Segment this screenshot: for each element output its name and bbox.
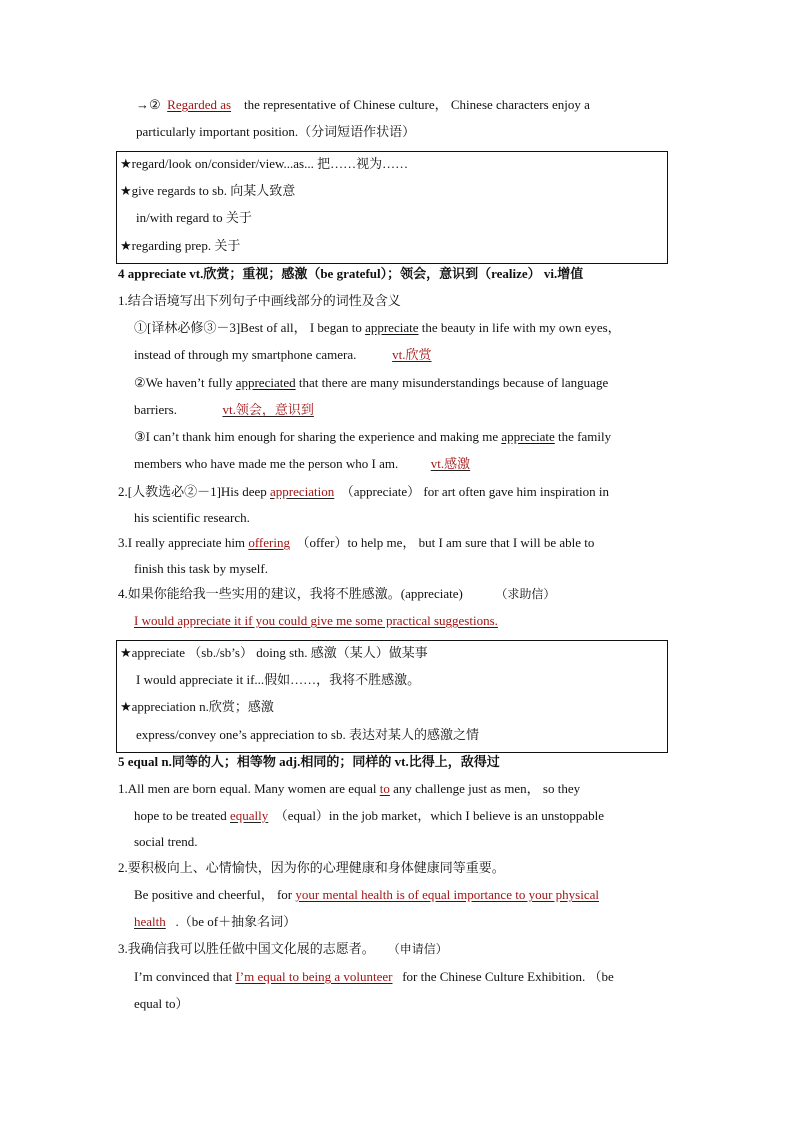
note-box-appreciate (116, 640, 668, 753)
s4-q1c-line2: members who have made me the person who I am. vt.感激 (134, 456, 471, 471)
letter-type-tag: （求助信） (495, 587, 556, 601)
answer-s5-q2-health: health (134, 914, 166, 929)
s4-q1b-line2: barriers. vt.领会，意识到 (134, 402, 314, 417)
section-4-heading: 4 appreciate vt.欣赏；重视；感激（be grateful）；领会，意识到（realize） vi.增值 (118, 266, 584, 281)
underlined-word: appreciate (365, 320, 419, 335)
underlined-word: appreciate (501, 429, 555, 444)
box2-line-4: express/convey one’s appreciation to sb. 表达对某人的感激之情 (136, 727, 479, 742)
answer-q3: offering (248, 535, 290, 550)
answer-regarded-as: Regarded as (167, 97, 232, 112)
box1-line-1: ★regard/look on/consider/view...as... 把……视为…… (120, 156, 409, 171)
s4-q1-title: 1.结合语境写出下列句子中画线部分的词性及含义 (118, 293, 401, 308)
s4-q3: 3.I really appreciate him offering （offer）to help me， but I am sure that I will be able to (118, 535, 595, 550)
s5-q1-line3: social trend. (134, 834, 198, 849)
s5-q2-line3: health .（be of＋抽象名词） (134, 914, 297, 929)
s5-q3: 3.我确信我可以胜任做中国文化展的志愿者。 （申请信） (118, 941, 448, 956)
answer-q2: appreciation (270, 484, 335, 499)
top-line-2: particularly important position.（分词短语作状语） (136, 124, 416, 139)
s4-q2-line2: his scientific research. (134, 510, 250, 525)
s4-q1b: ②We haven’t fully appreciated that there are many misunderstandings because of language (134, 375, 609, 390)
box1-line-3: in/with regard to 关于 (136, 210, 252, 225)
arrow-prefix: →② (136, 97, 161, 112)
answer-s5-q1: to (379, 781, 390, 796)
answer-s5-q3: I’m equal to being a volunteer (235, 969, 393, 984)
underlined-word: appreciated (235, 375, 296, 390)
s5-q2: 2.要积极向上、心情愉快，因为你的心理健康和身体健康同等重要。 (118, 860, 505, 875)
top-line-1 (136, 97, 590, 113)
box2-line-1: ★appreciate （sb./sb’s） doing sth. 感激（某人）做某事 (120, 645, 428, 660)
s4-q3-line2: finish this task by myself. (134, 561, 268, 576)
s5-q2-line2: Be positive and cheerful， for your mental health is of equal importance to your physical (134, 887, 599, 902)
box2-line-3: ★appreciation n.欣赏；感激 (120, 699, 274, 714)
s4-q4-answer-line (134, 613, 498, 629)
s4-q4: 4.如果你能给我一些实用的建议，我将不胜感激。(appreciate) （求助信） (118, 586, 556, 601)
answer-q1c: vt.感激 (430, 456, 471, 471)
box1-line-2: ★give regards to sb. 向某人致意 (120, 183, 296, 198)
answer-q4: I would appreciate it if you could give me some practical suggestions. (134, 613, 498, 628)
s5-q1: 1.All men are born equal. Many women are equal to any challenge just as men， so they (118, 781, 581, 796)
s5-q3-line3: equal to） (134, 996, 189, 1011)
s5-q3-line2: I’m convinced that I’m equal to being a volunteer for the Chinese Culture Exhibition. （be (134, 969, 614, 984)
s4-q1c: ③I can’t thank him enough for sharing the experience and making me appreciate the family (134, 429, 612, 444)
s5-q1-line2: hope to be treated equally （equal）in the job market，which I believe is an unstoppable (134, 808, 605, 823)
answer-s5-q1-equally: equally (230, 808, 269, 823)
s4-q1a-line2: instead of through my smartphone camera. vt.欣赏 (134, 347, 432, 362)
s4-q1a: ①[译林必修③－3]Best of all， I began to appreciate the beauty in life with my own eyes， (134, 320, 621, 335)
s4-q2: 2.[人教选必②－1]His deep appreciation （appreciate） for art often gave him inspiration in (118, 484, 609, 499)
answer-s5-q2: your mental health is of equal importance to your physical (295, 887, 599, 902)
answer-q1a: vt.欣赏 (392, 347, 432, 362)
note-box-regard (116, 151, 668, 264)
section-5-heading: 5 equal n.同等的人；相等物 adj.相同的；同样的 vt.比得上，敌得过 (118, 754, 500, 769)
box1-line-4: ★regarding prep. 关于 (120, 238, 241, 253)
answer-q1b: vt.领会，意识到 (222, 402, 314, 417)
top-rest: the representative of Chinese culture， Chinese characters enjoy a (244, 97, 590, 112)
box2-line-2: I would appreciate it if...假如……，我将不胜感激。 (136, 672, 421, 687)
letter-type-tag: （申请信） (387, 942, 448, 956)
